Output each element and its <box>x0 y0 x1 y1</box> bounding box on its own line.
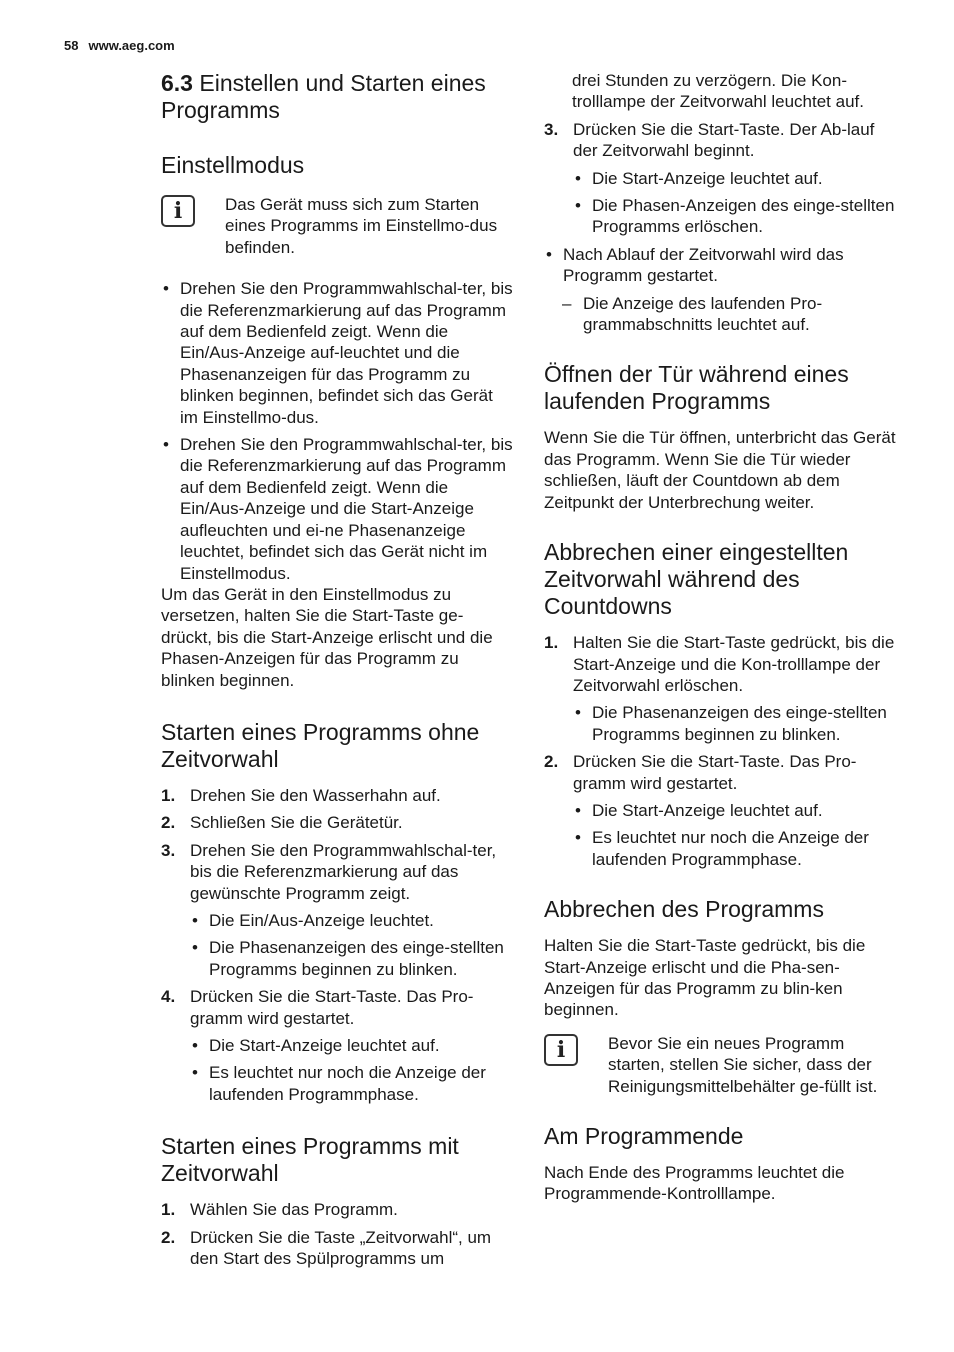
paragraph: Nach Ende des Programms leuchtet die Programmende-Kontrolllampe. <box>544 1163 845 1204</box>
heading-abbrechen-zeitvorwahl: Abbrechen einer eingestellten Zeitvorwahl während des Countdowns <box>544 539 849 620</box>
sub-list-item: • Die Phasenanzeigen des einge-stellten Programms beginnen zu blinken. <box>575 703 887 744</box>
bullet-icon: • <box>575 828 581 848</box>
page-header <box>64 38 175 53</box>
sub-list-item: • Die Start-Anzeige leuchtet auf. <box>575 800 823 820</box>
bullet-icon: • <box>575 196 581 216</box>
info-note <box>161 194 513 258</box>
list-item: 3. Drehen Sie den Programmwahlschal-ter, bis die Referenzmarkierung auf das gewünschte Programm zeigt. <box>161 840 497 903</box>
continuation-text: drei Stunden zu verzögern. Die Kon-trolllampe der Zeitvorwahl leuchtet auf. <box>572 71 864 112</box>
left-column <box>161 70 513 1269</box>
list-item: 1. Wählen Sie das Programm. <box>161 1200 398 1220</box>
heading-ohne-zeitvorwahl: Starten eines Programms ohne Zeitvorwahl <box>161 718 480 772</box>
section-title <box>161 70 513 124</box>
bullet-icon: • <box>546 244 552 264</box>
heading-programmende: Am Programmende <box>544 1123 744 1149</box>
bullet-icon: • <box>575 703 581 723</box>
info-text: Das Gerät muss sich zum Starten eines Programms im Einstellmo-dus befinden. <box>225 195 498 257</box>
info-icon: i <box>544 1034 578 1066</box>
paragraph: Wenn Sie die Tür öffnen, unterbricht das Gerät das Programm. Wenn Sie die Tür wieder schließen, läuft der Countdown ab dem Zeitpunkt der Unterbrechung weiter. <box>544 428 896 512</box>
list-item: • Nach Ablauf der Zeitvorwahl wird das Programm gestartet. <box>546 244 844 286</box>
bullet-icon: • <box>192 1036 198 1055</box>
section-number: 6.3 <box>161 70 193 96</box>
heading-abbrechen-programm: Abbrechen des Programms <box>544 896 824 923</box>
list-item: • Drehen Sie den Programmwahlschal-ter, bis die Referenzmarkierung auf das Programm auf dem Bedienfeld zeigt. Wenn die Ein/Aus-Anzeige auf-leuchtet und die Phasenanzeigen für das Programm zu blinken beginnen, befindet sich das Gerät im Einstellmo-dus. <box>163 279 513 427</box>
bullet-icon: • <box>575 800 581 820</box>
heading-einstellmodus: Einstellmodus <box>161 152 305 178</box>
info-text: Bevor Sie ein neues Programm starten, stellen Sie sicher, dass der Reinigungsmittelbehälter ge-füllt ist. <box>608 1033 878 1096</box>
list-item: 4. Drücken Sie die Start-Taste. Das Pro-gramm wird gestartet. <box>161 987 474 1028</box>
sub-list-item: • Die Start-Anzeige leuchtet auf. <box>575 168 823 188</box>
list-item: 2. Schließen Sie die Gerätetür. <box>161 813 403 833</box>
bullet-icon: • <box>192 1063 198 1083</box>
sub-list-item: • Die Ein/Aus-Anzeige leuchtet. <box>192 910 434 930</box>
paragraph: Um das Gerät in den Einstellmodus zu versetzen, halten Sie die Start-Taste ge-drückt, bis die Start-Anzeige erlischt und die Phasen-Anzeigen für das Programm zu blinken beginnen. <box>161 584 493 690</box>
right-column <box>544 70 896 1205</box>
bullet-icon: • <box>163 279 169 299</box>
sub-list-item: • Die Start-Anzeige leuchtet auf. <box>192 1036 440 1055</box>
info-icon: i <box>161 195 195 227</box>
sub-list-item: • Es leuchtet nur noch die Anzeige der laufenden Programmphase. <box>192 1063 486 1104</box>
header-url: www.aeg.com <box>88 38 175 53</box>
heading-tuer: Öffnen der Tür während eines laufenden Programms <box>544 361 849 415</box>
list-item: • Drehen Sie den Programmwahlschal-ter, bis die Referenzmarkierung auf das Programm auf dem Bedienfeld zeigt. Wenn die Ein/Aus-Anzeige und die Start-Anzeige aufleuchten und ei-ne Phasenanzeige leuchtet, befindet sich das Gerät nicht im Einstellmodus. <box>163 435 513 583</box>
heading-mit-zeitvorwahl: Starten eines Programms mit Zeitvorwahl <box>161 1133 459 1187</box>
sub-list-item: • Es leuchtet nur noch die Anzeige der laufenden Programmphase. <box>575 828 869 869</box>
bullet-icon: • <box>192 910 198 930</box>
sub-list-item: • Die Phasen-Anzeigen des einge-stellten Programms erlöschen. <box>575 196 895 237</box>
sub-list-item: • Die Phasenanzeigen des einge-stellten Programms beginnen zu blinken. <box>192 938 504 979</box>
info-note <box>544 1033 896 1097</box>
list-item: 3. Drücken Sie die Start-Taste. Der Ab-lauf der Zeitvorwahl beginnt. <box>544 119 875 161</box>
list-item: 1. Halten Sie die Start-Taste gedrückt, bis die Start-Anzeige und die Kon-trolllampe der Zeitvorwahl erlöschen. <box>544 633 895 695</box>
dash-list-item: – Die Anzeige des laufenden Pro-grammabschnitts leuchtet auf. <box>562 293 823 335</box>
bullet-icon: • <box>575 168 581 188</box>
bullet-icon: • <box>163 435 169 455</box>
page-number: 58 <box>64 38 79 53</box>
list-item: 1. Drehen Sie den Wasserhahn auf. <box>161 785 441 805</box>
paragraph: Halten Sie die Start-Taste gedrückt, bis die Start-Anzeige erlischt und die Pha-sen-Anzeigen für das Programm zu blin-ken beginnen. <box>544 936 866 1020</box>
dash-icon: – <box>562 293 572 313</box>
section-title-text: Einstellen und Starten eines Programms <box>161 70 486 123</box>
list-item: 2. Drücken Sie die Start-Taste. Das Pro-gramm wird gestartet. <box>544 752 857 793</box>
bullet-icon: • <box>192 938 198 958</box>
list-item: 2. Drücken Sie die Taste „Zeitvorwahl“, um den Start des Spülprogramms um <box>161 1227 492 1269</box>
